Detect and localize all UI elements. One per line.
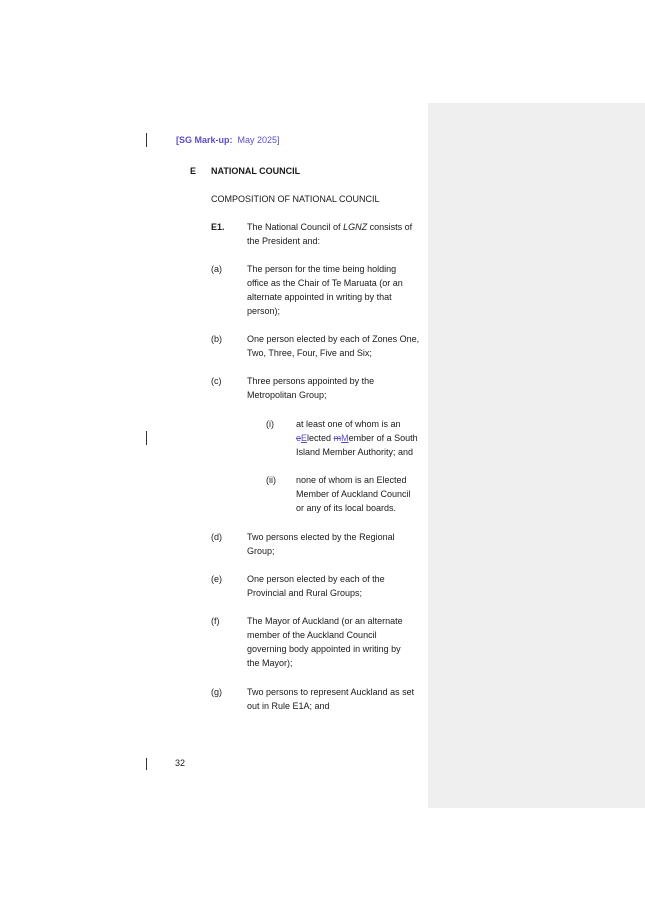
- subitem-line: Island Member Authority; and: [296, 447, 414, 457]
- deleted-text: e: [296, 433, 302, 443]
- rule-number: E1.: [211, 222, 225, 232]
- item-line: alternate appointed in writing by that: [247, 292, 392, 302]
- subitem-line-tracked: [296, 431, 418, 445]
- deleted-text: m: [333, 433, 342, 443]
- inserted-text: M: [341, 433, 349, 443]
- change-bar-header: [146, 133, 147, 147]
- subitem-text: lected: [307, 433, 334, 443]
- item-line: The person for the time being holding: [247, 264, 397, 274]
- section-letter: E: [190, 166, 197, 176]
- item-line: out in Rule E1A; and: [247, 701, 330, 711]
- item-line: governing body appointed in writing by: [247, 644, 401, 654]
- item-line: person);: [247, 306, 281, 316]
- inserted-text: E: [301, 433, 308, 443]
- item-label: (g): [211, 687, 222, 697]
- rule-line-2: the President and:: [247, 236, 321, 246]
- subitem-text: ember of a South: [348, 433, 418, 443]
- item-line: Provincial and Rural Groups;: [247, 588, 363, 598]
- subitem-label: (i): [266, 419, 274, 429]
- change-bar-footer: [146, 758, 147, 770]
- markup-tag: [SG Mark-up:: [176, 135, 233, 145]
- rule-text-a: The National Council of: [247, 222, 344, 232]
- rule-line-1: [247, 220, 412, 234]
- item-line: Two persons to represent Auckland as set: [247, 687, 415, 697]
- item-line: One person elected by each of Zones One,: [247, 334, 420, 344]
- page-number: 32: [175, 758, 186, 768]
- rule-text-lgnz: LGNZ: [343, 222, 368, 232]
- subitem-line: none of whom is an Elected: [296, 475, 407, 485]
- item-label: (f): [211, 616, 220, 626]
- markup-date: May 2025]: [237, 135, 280, 145]
- item-label: (a): [211, 264, 222, 274]
- item-label: (d): [211, 532, 222, 542]
- item-line: the Mayor);: [247, 658, 293, 668]
- item-label: (e): [211, 574, 222, 584]
- item-line: Metropolitan Group;: [247, 390, 327, 400]
- change-bar-subitem: [146, 431, 147, 445]
- item-line: Three persons appointed by the: [247, 376, 375, 386]
- item-label: (b): [211, 334, 222, 344]
- section-subtitle: COMPOSITION OF NATIONAL COUNCIL: [211, 194, 380, 204]
- subitem-line: at least one of whom is an: [296, 419, 401, 429]
- markup-header: [176, 133, 280, 147]
- comment-pane: [428, 103, 645, 808]
- item-line: Two persons elected by the Regional: [247, 532, 395, 542]
- subitem-line: Member of Auckland Council: [296, 489, 411, 499]
- item-line: member of the Auckland Council: [247, 630, 377, 640]
- section-title: NATIONAL COUNCIL: [211, 166, 301, 176]
- subitem-line: or any of its local boards.: [296, 503, 397, 513]
- item-line: Two, Three, Four, Five and Six;: [247, 348, 372, 358]
- item-line: office as the Chair of Te Maruata (or an: [247, 278, 403, 288]
- rule-text-c: consists of: [367, 222, 413, 232]
- item-label: (c): [211, 376, 222, 386]
- subitem-label: (ii): [266, 475, 276, 485]
- item-line: One person elected by each of the: [247, 574, 385, 584]
- item-line: The Mayor of Auckland (or an alternate: [247, 616, 403, 626]
- item-line: Group;: [247, 546, 275, 556]
